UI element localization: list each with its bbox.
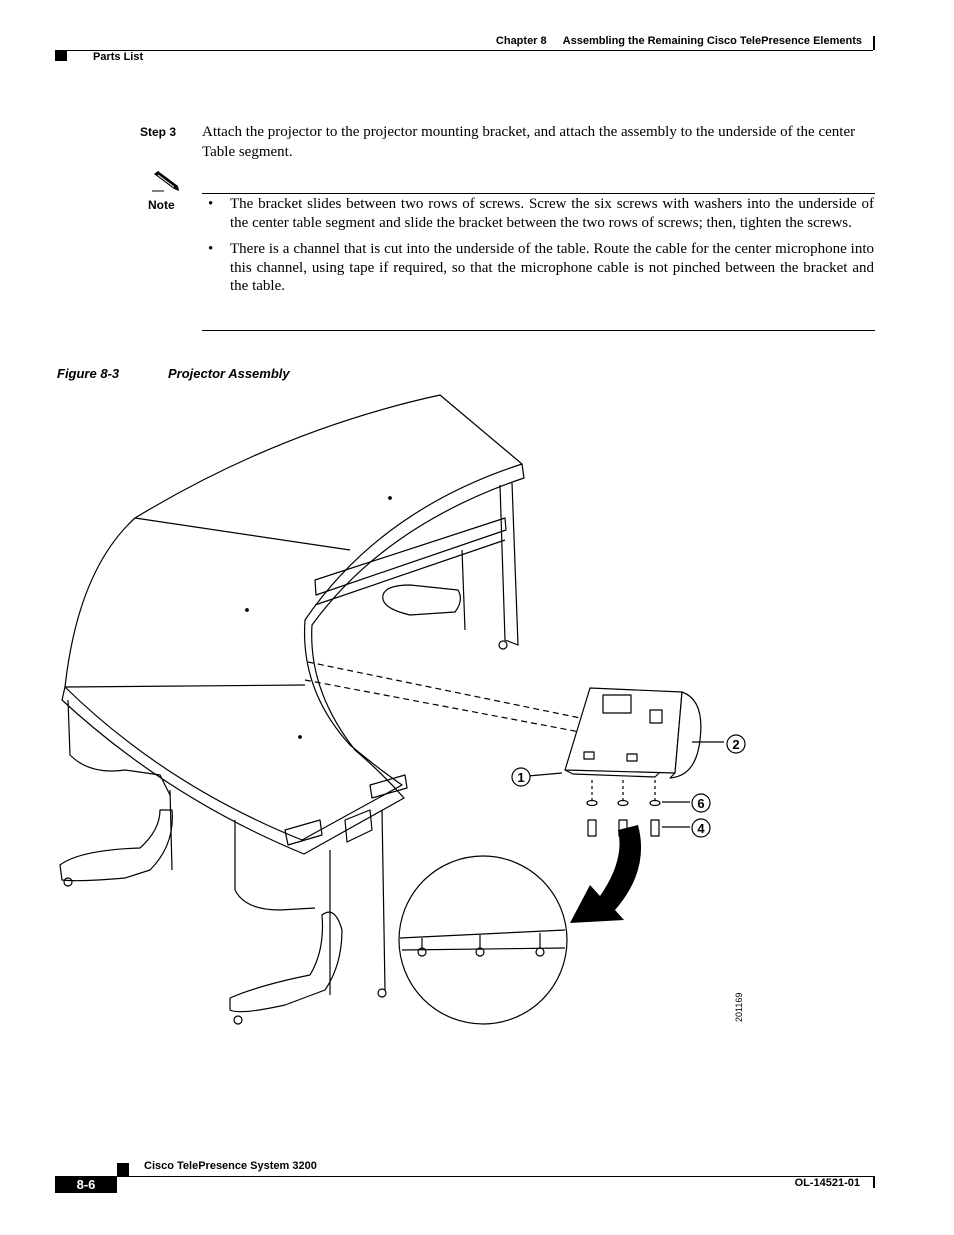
page-number: 8-6 xyxy=(76,1177,96,1192)
callout-label: 1 xyxy=(517,770,525,785)
note-list xyxy=(202,194,874,296)
figure-number: Figure 8-3 xyxy=(57,366,120,381)
header-rule xyxy=(55,50,873,51)
projector-assembly-illustration xyxy=(50,390,850,1035)
chapter-title: Assembling the Remaining Cisco TelePresence Elements xyxy=(562,35,862,47)
chapter-number: Chapter 8 xyxy=(495,35,547,47)
art-id: 201169 xyxy=(734,992,744,1022)
note-item-text: The bracket slides between two rows of screws. Screw the six screws with washers into the underside of the center table segment and slide the bracket between the two rows of screws; then, tighten the screws. xyxy=(230,196,874,231)
footer-vbar xyxy=(873,1176,875,1188)
callout-label: 2 xyxy=(732,737,740,752)
doc-number: OL-14521-01 xyxy=(794,1177,860,1189)
table-foot xyxy=(383,585,461,615)
detail-circle xyxy=(399,856,567,1024)
table-top xyxy=(65,395,525,840)
note-item-text: There is a channel that is cut into the underside of the table. Route the cable for the center microphone into this channel, using tape if required, so that the microphone cable is not pinched between the bracket and the table. xyxy=(230,241,874,294)
callout-label: 4 xyxy=(697,821,705,836)
note-item xyxy=(202,195,874,232)
footer-rule xyxy=(117,1176,874,1177)
step-text: Attach the projector to the projector mounting bracket, and attach the assembly to the underside of the center Table segment. xyxy=(202,124,856,160)
header-marker xyxy=(55,51,67,61)
note-item xyxy=(202,240,874,296)
figure-title: Projector Assembly xyxy=(168,366,290,381)
step-label: Step 3 xyxy=(140,125,177,139)
table-foot xyxy=(60,810,172,881)
bullet: • xyxy=(208,241,214,257)
callout-label: 6 xyxy=(697,796,705,811)
detail-arrow xyxy=(570,825,641,923)
footer-title: Cisco TelePresence System 3200 xyxy=(144,1160,317,1172)
note-bottom-rule xyxy=(202,330,875,331)
header-vbar xyxy=(873,36,875,50)
footer-marker xyxy=(117,1163,129,1176)
section-title: Parts List xyxy=(93,51,144,63)
mounting-bracket xyxy=(565,688,682,773)
note-pencil-icon xyxy=(150,170,180,192)
running-header xyxy=(496,35,862,47)
table-foot xyxy=(230,912,342,1012)
bullet: • xyxy=(208,196,214,212)
note-label: Note xyxy=(148,198,175,212)
table-leg xyxy=(500,483,518,645)
